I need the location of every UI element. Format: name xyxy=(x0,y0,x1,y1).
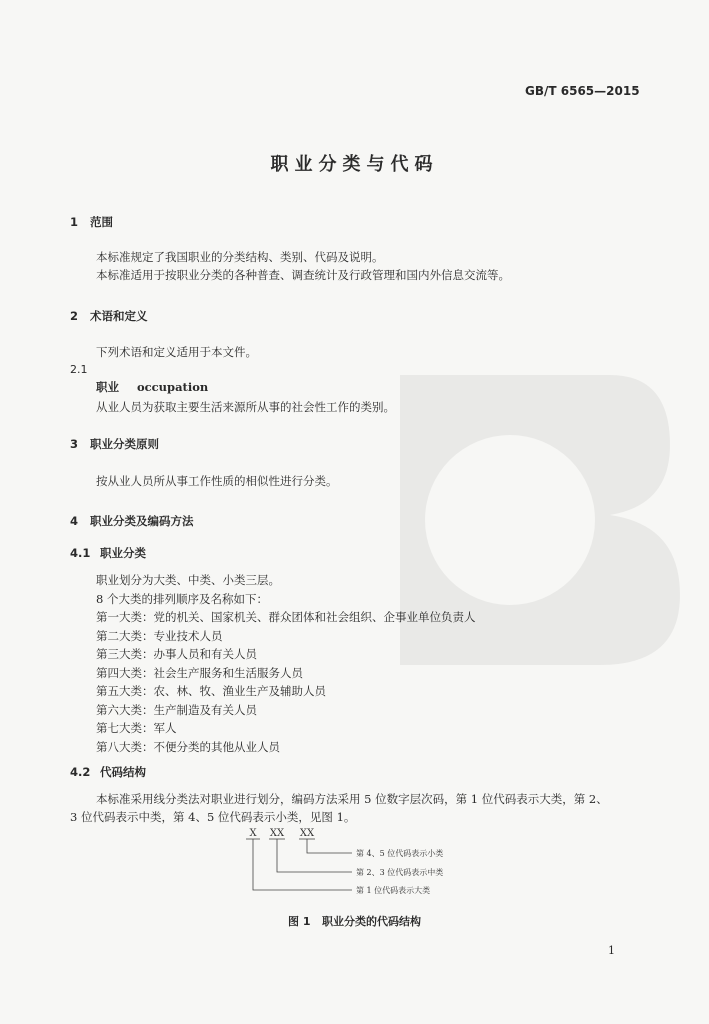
occupation-category-list xyxy=(96,571,476,756)
section-3-heading: 3 职业分类原则 xyxy=(70,437,159,451)
section-1-heading: 1 范围 xyxy=(70,215,113,229)
term-english: occupation xyxy=(137,380,209,394)
section-3-para: 按从业人员所从事工作性质的相似性进行分类。 xyxy=(96,474,338,488)
label-minor-class: 第 4、5 位代码表示小类 xyxy=(356,849,444,858)
list-item: 第二大类：专业技术人员 xyxy=(96,628,223,643)
label-mid-class: 第 2、3 位代码表示中类 xyxy=(356,868,444,877)
section-4-1-heading: 4.1 职业分类 xyxy=(70,546,146,560)
list-item: 第一大类：党的机关、国家机关、群众团体和社会组织、企事业单位负责人 xyxy=(96,610,476,624)
section-4-2-para-line-1: 本标准采用线分类法对职业进行划分，编码方法采用 5 位数字层次码，第 1 位代码表示大类，第 2、 xyxy=(96,792,608,806)
standard-number: GB/T 6565—2015 xyxy=(525,84,640,98)
section-2-para: 下列术语和定义适用于本文件。 xyxy=(96,345,257,359)
term-chinese: 职业 xyxy=(96,380,119,394)
document-title: 职业分类与代码 xyxy=(270,154,439,175)
list-item: 第六大类：生产制造及有关人员 xyxy=(96,702,257,717)
section-1-para-2: 本标准适用于按职业分类的各种普查、调查统计及行政管理和国内外信息交流等。 xyxy=(96,268,510,282)
list-item: 8 个大类的排列顺序及名称如下： xyxy=(96,591,268,606)
list-item: 第七大类：军人 xyxy=(96,721,177,735)
label-major-class: 第 1 位代码表示大类 xyxy=(356,886,431,895)
code-structure-figure xyxy=(240,826,500,896)
section-1-para-1: 本标准规定了我国职业的分类结构、类别、代码及说明。 xyxy=(96,250,384,264)
section-4-heading: 4 职业分类及编码方法 xyxy=(70,514,194,528)
page-number: 1 xyxy=(608,944,615,957)
term-definition: 从业人员为获取主要生活来源所从事的社会性工作的类别。 xyxy=(96,400,395,414)
subsection-2-1-number: 2.1 xyxy=(70,363,88,376)
code-mid-symbol: XX xyxy=(269,828,285,839)
list-item: 第四大类：社会生产服务和生活服务人员 xyxy=(96,665,303,680)
figure-caption: 图 1 职业分类的代码结构 xyxy=(288,915,421,928)
code-major-symbol: X xyxy=(249,828,257,839)
list-item: 职业划分为大类、中类、小类三层。 xyxy=(96,573,280,587)
list-item: 第五大类：农、林、牧、渔业生产及辅助人员 xyxy=(96,684,326,698)
section-4-2-para-line-2: 3 位代码表示中类，第 4、5 位代码表示小类，见图 1。 xyxy=(70,810,356,824)
section-4-2-heading: 4.2 代码结构 xyxy=(70,765,146,779)
list-item: 第三大类：办事人员和有关人员 xyxy=(96,647,257,661)
section-2-heading: 2 术语和定义 xyxy=(70,309,148,323)
term-entry xyxy=(96,379,226,395)
code-minor-symbol: XX xyxy=(299,828,315,839)
list-item: 第八大类：不便分类的其他从业人员 xyxy=(96,739,280,754)
